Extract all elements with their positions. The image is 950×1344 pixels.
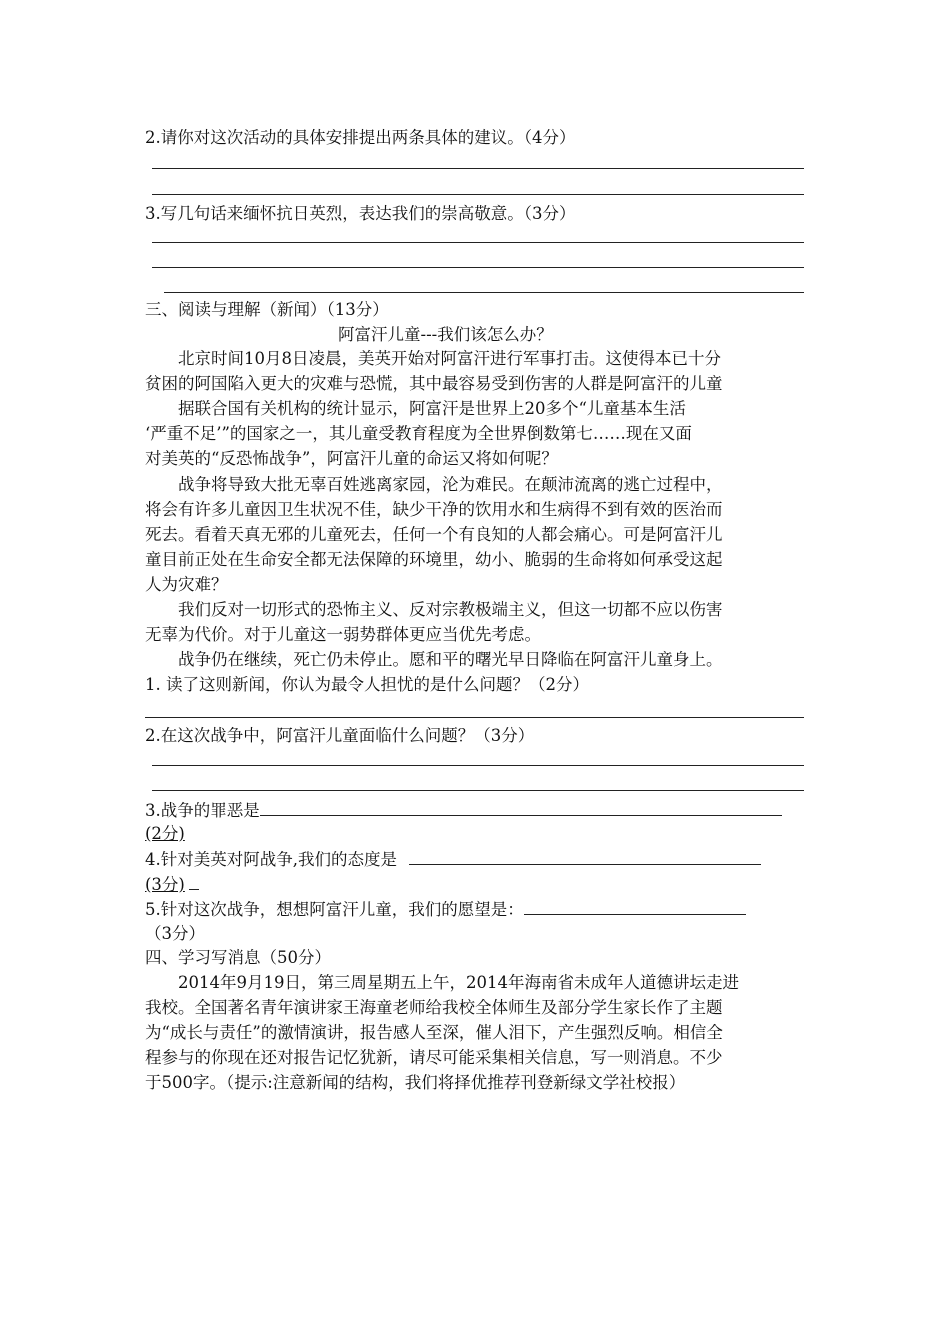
score-label: (3分) — [145, 875, 185, 894]
question-3-4-label: 4.针对美英对阿战争,我们的态度是 — [145, 850, 397, 869]
article-line: 战争仍在继续，死亡仍未停止。愿和平的曙光早日降临在阿富汗儿童身上。 — [145, 650, 723, 669]
article-line: 战争将导致大批无辜百姓逃离家园，沦为难民。在颠沛流离的逃亡过程中， — [145, 475, 723, 494]
article-line: 童目前正处在生命安全都无法保障的环境里，幼小、脆弱的生命将如何承受这起 — [145, 550, 723, 569]
question-3-5 — [145, 897, 746, 921]
question-3-2: 2.在这次战争中，阿富汗儿童面临什么问题？（3分） — [145, 726, 535, 745]
question-3-1: 1. 读了这则新闻，你认为最令人担忧的是什么问题？（2分） — [145, 675, 589, 694]
question-3-3-score — [145, 822, 185, 846]
answer-blank[interactable] — [409, 847, 761, 865]
prompt-line: 为“成长与责任”的激情演讲，报告感人至深，催人泪下，产生强烈反响。相信全 — [145, 1023, 723, 1042]
section-4-heading: 四、学习写消息（50分） — [145, 948, 331, 967]
question-3-5-score: （3分） — [145, 924, 205, 943]
question-2-3: 3.写几句话来缅怀抗日英烈，表达我们的崇高敬意。（3分） — [145, 204, 576, 223]
article-line: 人为灾难？ — [145, 575, 228, 594]
article-title: 阿富汗儿童---我们该怎么办？ — [338, 325, 553, 344]
question-3-4-score — [145, 872, 199, 896]
article-line: 我们反对一切形式的恐怖主义、反对宗教极端主义，但这一切都不应以伤害 — [145, 600, 723, 619]
article-line: 贫困的阿国陷入更大的灾难与恐慌，其中最容易受到伤害的人群是阿富汗的儿童 — [145, 374, 723, 393]
prompt-line: 我校。全国著名青年演讲家王海童老师给我校全体师生及部分学生家长作了主题 — [145, 998, 723, 1017]
answer-line[interactable] — [152, 168, 804, 169]
article-line: 死去。看着天真无邪的儿童死去，任何一个有良知的人都会痛心。可是阿富汗儿 — [145, 525, 723, 544]
question-3-3 — [145, 798, 782, 822]
answer-line[interactable] — [152, 194, 804, 195]
answer-blank[interactable] — [524, 897, 746, 915]
prompt-line: 于500字。（提示:注意新闻的结构，我们将择优推荐刊登新绿文学社校报） — [145, 1073, 686, 1092]
question-2-2: 2.请你对这次活动的具体安排提出两条具体的建议。（4分） — [145, 128, 576, 147]
answer-line[interactable] — [152, 790, 804, 791]
prompt-line: 2014年9月19日，第三周星期五上午，2014年海南省未成年人道德讲坛走进 — [145, 973, 739, 992]
article-line: ‘严重不足’”的国家之一，其儿童受教育程度为全世界倒数第七……现在又面 — [145, 424, 692, 443]
article-line: 将会有许多儿童因卫生状况不佳，缺少干净的饮用水和生病得不到有效的医治而 — [145, 500, 723, 519]
prompt-line: 程参与的你现在还对报告记忆犹新，请尽可能采集相关信息，写一则消息。不少 — [145, 1048, 723, 1067]
answer-blank[interactable] — [260, 798, 782, 816]
answer-line[interactable] — [152, 765, 804, 766]
answer-line[interactable] — [145, 717, 804, 718]
article-line: 对美英的“反恐怖战争”，阿富汗儿童的命运又将如何呢？ — [145, 449, 558, 468]
answer-line[interactable] — [152, 242, 804, 243]
article-line: 据联合国有关机构的统计显示，阿富汗是世界上20多个“儿童基本生活 — [145, 399, 686, 418]
article-line: 北京时间10月8日凌晨，美英开始对阿富汗进行军事打击。这使得本已十分 — [145, 349, 721, 368]
answer-line[interactable] — [164, 292, 804, 293]
article-line: 无辜为代价。对于儿童这一弱势群体更应当优先考虑。 — [145, 625, 541, 644]
question-3-5-label: 5.针对这次战争，想想阿富汗儿童，我们的愿望是： — [145, 900, 524, 919]
answer-blank[interactable] — [189, 872, 199, 890]
section-3-heading: 三、阅读与理解（新闻）（13分） — [145, 300, 389, 319]
answer-line[interactable] — [152, 267, 804, 268]
question-3-3-label: 3.战争的罪恶是 — [145, 801, 260, 820]
question-3-4 — [145, 847, 761, 871]
score-label: (2分) — [145, 824, 185, 843]
